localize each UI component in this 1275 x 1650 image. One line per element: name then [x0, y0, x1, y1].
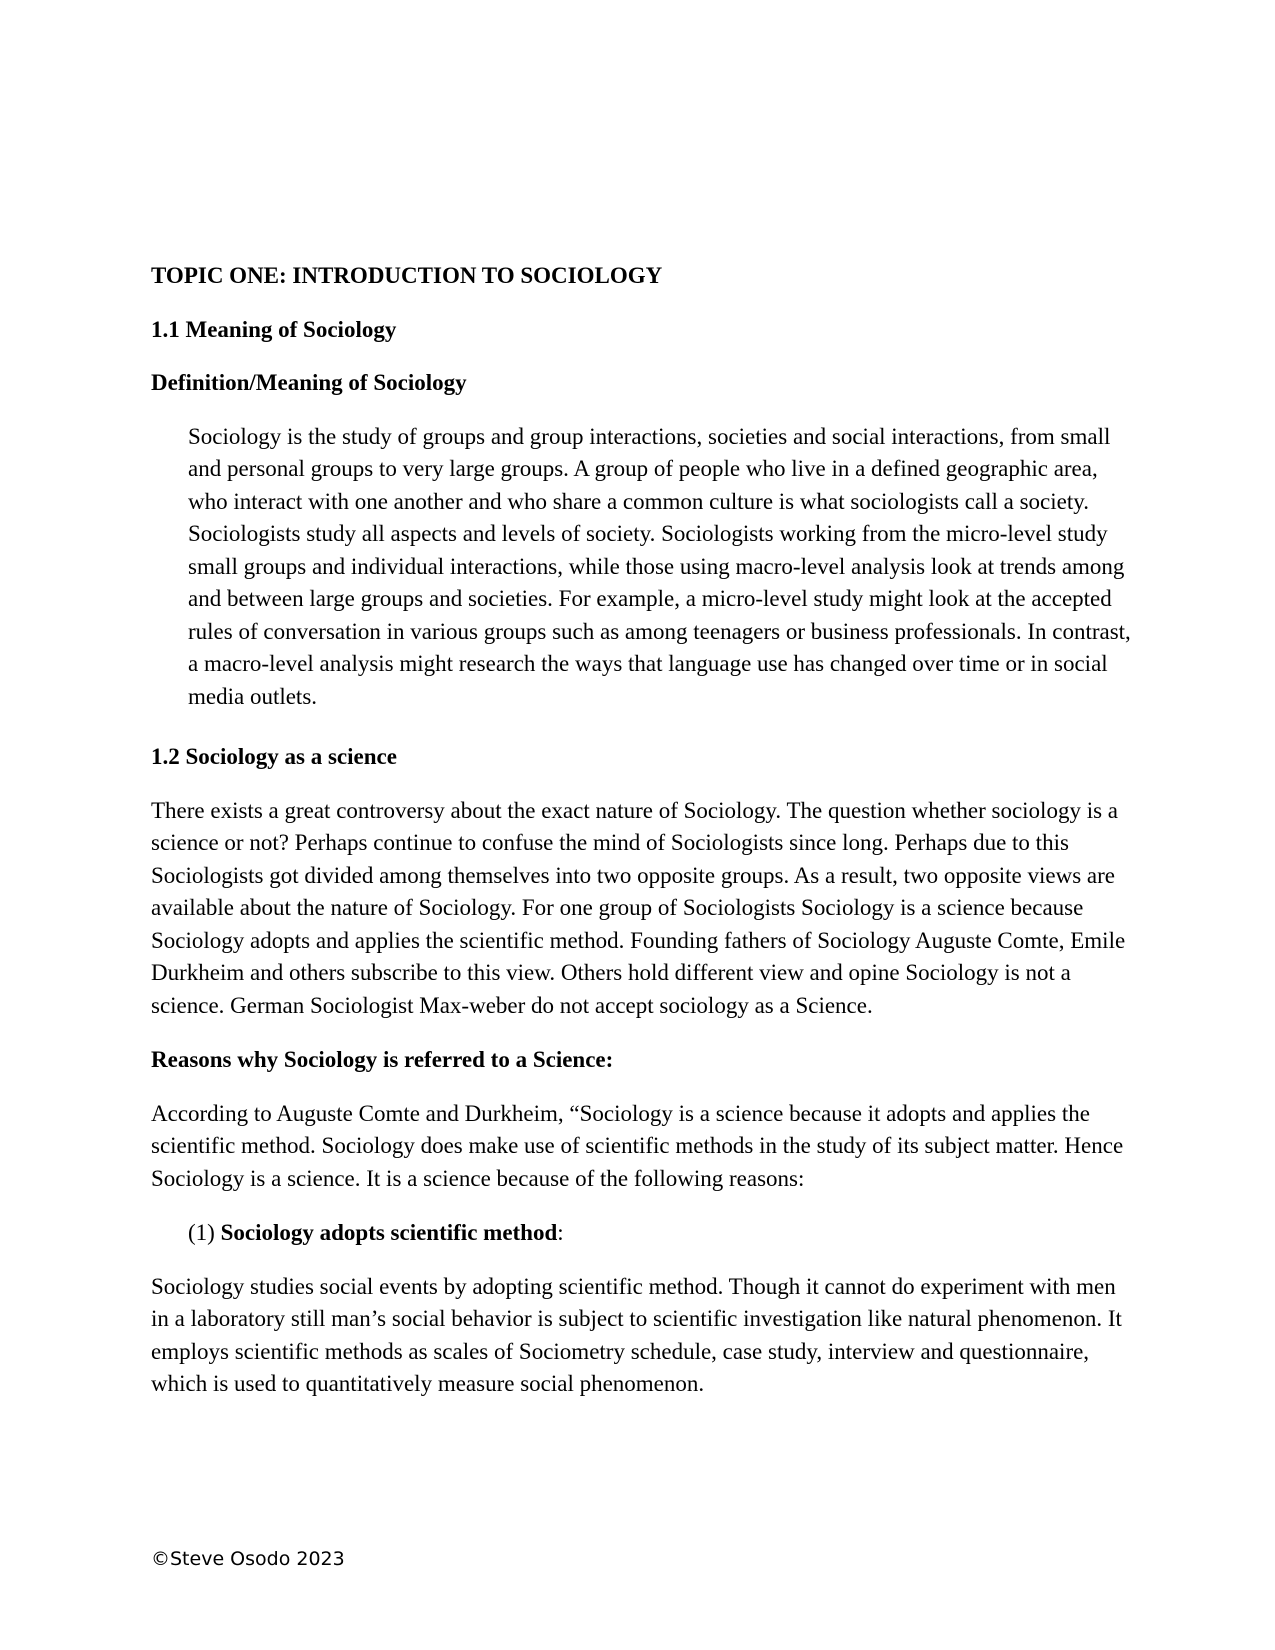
reason-item-number: (1): [188, 1220, 215, 1245]
section-heading-1-2: 1.2 Sociology as a science: [151, 744, 397, 769]
reason-item-1-paragraph: Sociology studies social events by adopting scientific method. Though it cannot do experiment with men in a laboratory still man’s social behavior is subject to scientific investigation like natural phenomenon. It employs scientific methods as scales of Sociometry schedule, case study, interview and questionnaire, which is used to quantitatively measure social phenomenon.: [151, 1273, 1122, 1396]
reasons-heading: Reasons why Sociology is referred to a Science:: [151, 1047, 614, 1072]
document-body: [151, 260, 1131, 1423]
document-title: TOPIC ONE: INTRODUCTION TO SOCIOLOGY: [151, 263, 663, 288]
copyright-footer: ©Steve Osodo 2023: [151, 1548, 345, 1570]
reason-item-label: Sociology adopts scientific method: [220, 1220, 558, 1245]
subheading-definition: Definition/Meaning of Sociology: [151, 370, 467, 395]
definition-paragraph: Sociology is the study of groups and group interactions, societies and social interactions, from small and personal groups to very large groups. A group of people who live in a defined geographic area, who interact with one another and who share a common culture is what sociologists call a society. Sociologists study all aspects and levels of society. Sociologists working from the micro-level study small groups and individual interactions, while those using macro-level analysis look at trends among and between large groups and societies. For example, a micro-level study might look at the accepted rules of conversation in various groups such as among teenagers or business professionals. In contrast, a macro-level analysis might research the ways that language use has changed over time or in social media outlets.: [188, 423, 1131, 709]
reason-item-1: [188, 1217, 1131, 1250]
reason-item-suffix: :: [557, 1220, 564, 1245]
section-heading-1-1: 1.1 Meaning of Sociology: [151, 316, 397, 342]
science-paragraph: There exists a great controversy about the exact nature of Sociology. The question whether sociology is a science or not? Perhaps continue to confuse the mind of Sociologists since long. Perhaps due to this Sociologists got divided among themselves into two opposite groups. As a result, two opposite views are available about the nature of Sociology. For one group of Sociologists Sociology is a science because Sociology adopts and applies the scientific method. Founding fathers of Sociology Auguste Comte, Emile Durkheim and others subscribe to this view. Others hold different view and opine Sociology is not a science. German Sociologist Max-weber do not accept sociology as a Science.: [151, 797, 1126, 1018]
reasons-paragraph: According to Auguste Comte and Durkheim, “Sociology is a science because it adopts and applies the scientific method. Sociology does make use of scientific methods in the study of its subject matter. Hence Sociology is a science. It is a science because of the following reasons:: [151, 1100, 1124, 1191]
